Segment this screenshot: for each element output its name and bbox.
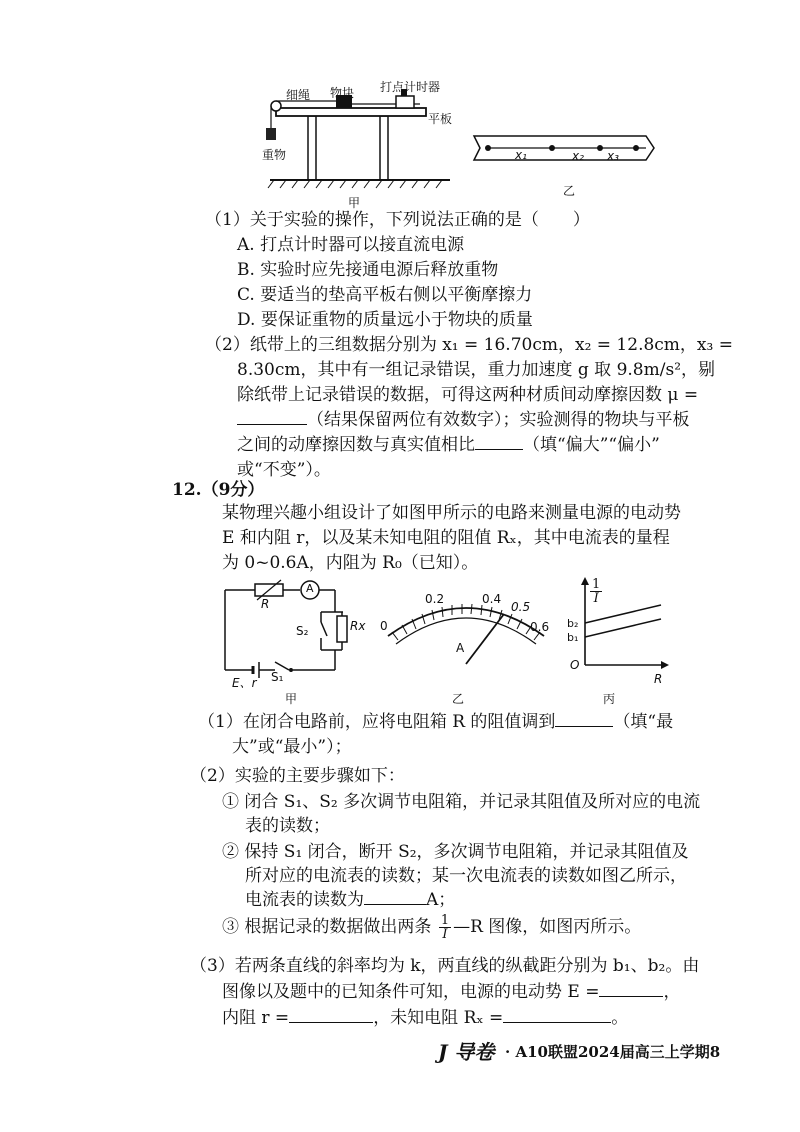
q12-step3: ③ 根据记录的数据做出两条 $\frac{1}{I}$ —R 图像，如图丙所示。: [222, 913, 642, 942]
meter-tick-06: 0.6: [530, 620, 550, 634]
graph-label-b1: b₁: [567, 631, 579, 644]
q11-option-d: D. 要保证重物的质量远小于物块的质量: [237, 310, 533, 330]
answer-blank-resistance[interactable]: [555, 710, 613, 727]
label-timer: 打点计时器: [380, 80, 441, 94]
graph-origin: O: [570, 658, 580, 672]
q12-step2-line1: ② 保持 S₁ 闭合，断开 S₂，多次调节电阻箱，并记录其阻值及: [222, 842, 689, 862]
graph-y-axis-label: $\frac{1}{I}$: [592, 577, 601, 606]
q12-step2-line2: 所对应的电流表的读数；某一次电流表的读数如图乙所示，: [245, 866, 687, 886]
label-weight: 重物: [262, 148, 287, 162]
circuit-label-er: E、r: [232, 676, 257, 690]
label-board: 平板: [428, 112, 453, 126]
circuit-label-s1: S₁: [271, 670, 284, 684]
q12-part3-line1: （3）若两条直线的斜率均为 k，两直线的纵截距分别为 b₁、b₂。由: [190, 956, 700, 976]
q12-header: 12.（9分）: [172, 480, 265, 500]
circuit-label-a: A: [306, 582, 314, 595]
footer-brand-logo: J 导卷: [438, 1040, 495, 1064]
answer-blank-emf[interactable]: [599, 980, 663, 997]
circuit-label-rx: Rx: [350, 619, 366, 633]
graph-caption: 丙: [603, 692, 616, 706]
q12-part1-line1: （1）在闭合电路前，应将电阻箱 R 的阻值调到 （填“最: [198, 712, 674, 732]
q12-intro-line3: 为 0~0.6A，内阻为 R₀（已知）。: [222, 553, 479, 573]
q12-part3-line2: 图像以及题中的已知条件可知，电源的电动势 E = ，: [222, 982, 681, 1002]
q12-step1-line2: 表的读数；: [245, 816, 330, 836]
answer-blank-mu[interactable]: [237, 408, 307, 425]
circuit-caption: 甲: [285, 692, 298, 706]
label-block: 物块: [330, 86, 355, 100]
tape-x2: x₂: [572, 149, 584, 163]
q12-intro-line2: E 和内阻 r，以及某未知电阻的阻值 Rₓ，其中电流表的量程: [222, 528, 670, 548]
label-rope: 细绳: [286, 88, 311, 102]
meter-tick-05: 0.5: [511, 600, 531, 614]
q11-option-c: C. 要适当的垫高平板右侧以平衡摩擦力: [237, 285, 533, 305]
footer-text: · A10联盟2024届高三上学期8: [505, 1043, 721, 1061]
answer-blank-internal-resistance[interactable]: [289, 1006, 373, 1023]
q12-step1-line1: ① 闭合 S₁、S₂ 多次调节电阻箱，并记录其阻值及所对应的电流: [222, 792, 701, 812]
meter-tick-04: 0.4: [482, 592, 502, 606]
caption-figure-b: 乙: [563, 184, 576, 198]
tape-x3: x₃: [607, 149, 619, 163]
circuit-figure: [215, 578, 365, 688]
q11-part2-line1: （2）纸带上的三组数据分别为 x₁ = 16.70cm，x₂ = 12.8cm，x₃ =: [205, 335, 733, 355]
graph-figure: [565, 575, 675, 680]
answer-blank-compare[interactable]: [475, 433, 523, 450]
graph-label-b2: b₂: [567, 617, 579, 630]
q11-part1-stem: （1）关于实验的操作，下列说法正确的是（ ）: [205, 210, 590, 230]
q12-part1-line2: 大”或“最小”）；: [232, 737, 352, 757]
meter-caption: 乙: [452, 692, 465, 706]
q12-step2-line3: 电流表的读数为 A；: [245, 890, 456, 910]
q11-option-b: B. 实验时应先接通电源后释放重物: [237, 260, 499, 280]
answer-blank-reading[interactable]: [364, 888, 426, 905]
q12-part3-line3: 内阻 r = ，未知电阻 Rₓ = 。: [222, 1008, 629, 1028]
meter-tick-0: 0: [380, 619, 388, 633]
q12-intro-line1: 某物理兴趣小组设计了如图甲所示的电路来测量电源的电动势: [222, 503, 681, 523]
q11-part2-line3: 除纸带上记录错误的数据，可得这两种材质间动摩擦因数 μ =: [237, 385, 699, 405]
tape-x1: x₁: [515, 148, 527, 162]
meter-unit-a: A: [456, 641, 465, 655]
q11-part2-line6: 或“不变”）。: [237, 460, 331, 480]
circuit-label-s2: S₂: [296, 624, 309, 638]
caption-figure-a: 甲: [348, 196, 361, 210]
q11-part2-line4: （结果保留两位有效数字）；实验测得的物块与平板: [237, 408, 690, 432]
q11-part2-line2: 8.30cm，其中有一组记录错误，重力加速度 g 取 9.8m/s²，剔: [237, 360, 716, 380]
circuit-label-r: R: [261, 597, 270, 611]
answer-blank-rx[interactable]: [503, 1006, 611, 1023]
q11-option-a: A. 打点计时器可以接直流电源: [237, 235, 465, 255]
q11-part2-line5: 之间的动摩擦因数与真实值相比 （填“偏大”“偏小”: [237, 435, 660, 455]
meter-tick-02: 0.2: [425, 592, 445, 606]
graph-x-axis-label: R: [654, 672, 663, 686]
paper-tape-figure: [470, 126, 660, 170]
q12-part2-head: （2）实验的主要步骤如下：: [190, 766, 405, 786]
